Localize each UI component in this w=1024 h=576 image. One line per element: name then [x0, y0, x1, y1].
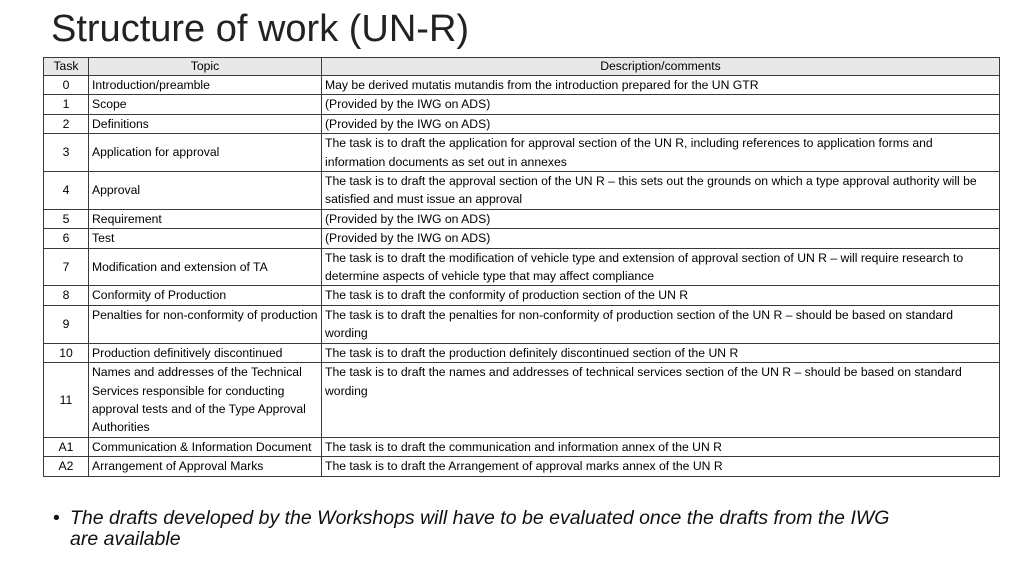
header-topic: Topic	[89, 58, 322, 76]
task-cell: 4	[44, 172, 89, 210]
task-cell: 8	[44, 286, 89, 305]
bullet-text: The drafts developed by the Workshops will have to be evaluated once the drafts from the IWG are available	[70, 507, 890, 550]
bullet-point-icon: •	[53, 507, 60, 529]
table-row	[44, 76, 1000, 95]
topic-cell: Introduction/preamble	[89, 76, 322, 95]
topic-cell: Test	[89, 229, 322, 248]
description-cell: The task is to draft the application for approval section of the UN R, including references to application forms and information documents as set out in annexes	[322, 134, 1000, 172]
description-cell: The task is to draft the Arrangement of approval marks annex of the UN R	[322, 457, 1000, 476]
description-cell: (Provided by the IWG on ADS)	[322, 95, 1000, 114]
description-cell: (Provided by the IWG on ADS)	[322, 209, 1000, 228]
table-row	[44, 343, 1000, 362]
header-description: Description/comments	[322, 58, 1000, 76]
task-cell: 10	[44, 343, 89, 362]
task-cell: 1	[44, 95, 89, 114]
task-cell: 7	[44, 248, 89, 286]
table-row	[44, 95, 1000, 114]
task-cell: 9	[44, 305, 89, 343]
task-cell: 2	[44, 114, 89, 133]
task-cell: 11	[44, 363, 89, 438]
task-cell: A1	[44, 437, 89, 456]
table-row	[44, 172, 1000, 210]
description-cell: The task is to draft the penalties for non-conformity of production section of the UN R – should be based on standard wording	[322, 305, 1000, 343]
task-cell: 6	[44, 229, 89, 248]
table-row	[44, 229, 1000, 248]
topic-cell: Communication & Information Document	[89, 437, 322, 456]
table-row	[44, 305, 1000, 343]
table-row	[44, 457, 1000, 476]
table-row	[44, 114, 1000, 133]
topic-cell: Application for approval	[89, 134, 322, 172]
description-cell: May be derived mutatis mutandis from the introduction prepared for the UN GTR	[322, 76, 1000, 95]
table-row	[44, 363, 1000, 438]
topic-cell: Definitions	[89, 114, 322, 133]
topic-cell: Production definitively discontinued	[89, 343, 322, 362]
bullet-note	[53, 508, 913, 550]
topic-cell: Conformity of Production	[89, 286, 322, 305]
table-row	[44, 437, 1000, 456]
description-cell: (Provided by the IWG on ADS)	[322, 229, 1000, 248]
topic-cell: Arrangement of Approval Marks	[89, 457, 322, 476]
description-cell: The task is to draft the communication and information annex of the UN R	[322, 437, 1000, 456]
description-cell: (Provided by the IWG on ADS)	[322, 114, 1000, 133]
topic-cell: Modification and extension of TA	[89, 248, 322, 286]
task-cell: 0	[44, 76, 89, 95]
table-row	[44, 134, 1000, 172]
description-cell: The task is to draft the modification of vehicle type and extension of approval section of UN R – will require research to determine aspects of vehicle type that may affect compliance	[322, 248, 1000, 286]
topic-cell: Requirement	[89, 209, 322, 228]
table-row	[44, 248, 1000, 286]
topic-cell: Penalties for non-conformity of production	[89, 305, 322, 343]
description-cell: The task is to draft the production definitely discontinued section of the UN R	[322, 343, 1000, 362]
header-task: Task	[44, 58, 89, 76]
description-cell: The task is to draft the names and addresses of technical services section of the UN R – should be based on standard wording	[322, 363, 1000, 438]
table-header-row	[44, 58, 1000, 76]
description-cell: The task is to draft the conformity of production section of the UN R	[322, 286, 1000, 305]
table-row	[44, 209, 1000, 228]
topic-cell: Approval	[89, 172, 322, 210]
page-title: Structure of work (UN-R)	[51, 8, 470, 50]
structure-table	[43, 57, 1000, 477]
topic-cell: Names and addresses of the Technical Services responsible for conducting approval tests and of the Type Approval Authorities	[89, 363, 322, 438]
task-cell: 3	[44, 134, 89, 172]
task-cell: A2	[44, 457, 89, 476]
description-cell: The task is to draft the approval section of the UN R – this sets out the grounds on which a type approval authority will be satisfied and must issue an approval	[322, 172, 1000, 210]
task-cell: 5	[44, 209, 89, 228]
table-row	[44, 286, 1000, 305]
topic-cell: Scope	[89, 95, 322, 114]
